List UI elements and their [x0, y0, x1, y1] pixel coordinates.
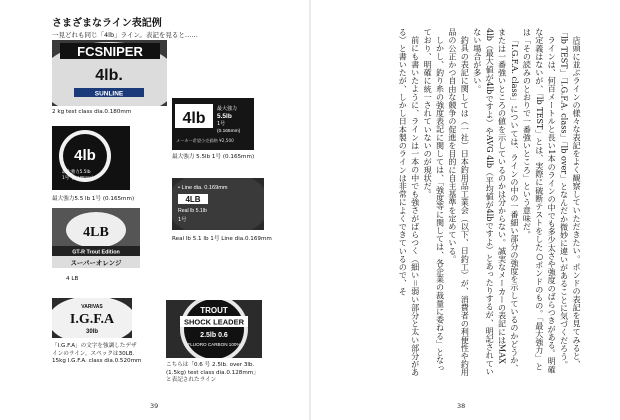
line-dia-text: • Line dia. 0.169mm [178, 185, 228, 191]
gt-r-edition-text: GT-R Trout Edition [72, 249, 120, 256]
paragraph: ラインは、何百メートルと長い1本のラインの中でも多少太さや強度のばらつきがある。明確な定義はないが、「lb TEST」とは、実際に破断テストをした○ポンドのもの。「最大強力」とは「その読みのとおりで一番強いところ」という意味だ。 [522, 28, 558, 374]
fc-sniper-brand-text: FCSNIPER [77, 44, 143, 59]
line-dia-gou-text: 1号 [178, 217, 187, 223]
strength-mm-text: (0.165mm) [217, 129, 241, 134]
fc-sniper-4lb-text: 4lb. [95, 67, 123, 84]
round-4lb-text: 4lb [74, 147, 96, 164]
fc-sniper-sunline-text: SUNLINE [94, 90, 124, 98]
strength-gou-text: 1号 [217, 121, 226, 127]
line-dia-4lb-text: 4LB [185, 195, 201, 204]
caption-strength: 最大強力 5.5lb 1号 (0.165mm) [172, 154, 255, 160]
caption-line-dia: Real lb 5.1 lb 1号 Line dia.0.169mm [172, 236, 272, 242]
paragraph: 店頭に並ぶラインの様々な表記をよく観察していただきたい。ポンドの表記を見てみると、「lb TEST」「I.G.F.A. class」「lb over」となんだか微妙に違いがあることに気づくだろう。 [559, 28, 582, 369]
paragraph: 「I.G.F.A. class」については、ラインの中の一番細い部分の強度を示しているのかどうか、または一番強いところの値を示しているのかは分からない。誠実なメーカーの表記にはMAX 4lb（最大値が4lbですよ）やAVG 4lb（平均値が4lbですよ）とあったりするが、明記されていない場合が多い。 [472, 28, 520, 376]
vertical-body-text [335, 28, 583, 378]
round-strength-text: 最大強力5.5lb [62, 170, 91, 175]
caption-round: 最大強力5.5 lb 1号 (0.165mm) [52, 196, 135, 202]
caption-shock: こちらは「0.6 号 2.5lb. over 3lb. (1.5kg) test class dia.0.128mm」 と表記されたライン [166, 362, 259, 384]
strength-4lb-text: 4lb [182, 110, 206, 127]
shock-fluoro-text: FLUORO CARBON 100% [187, 342, 241, 347]
paragraph: しかし、釣り糸の強度表記に関しては、「強度等に関しては、各企業の裁量に委ねる」となっており、明確に統一されていないのが現状だ。 [423, 28, 446, 373]
photo-line-dia-spool [172, 178, 264, 230]
gt-r-4lb-text: 4LB [83, 225, 109, 240]
caption-gt-r: 4 LB [66, 276, 79, 282]
line-dia-real-text: Real lb 5.1lb [178, 208, 207, 214]
right-page [311, 0, 620, 420]
round-gou-text: 1号 [62, 176, 70, 181]
igfa-brand-text: VARIVAS [81, 304, 103, 310]
shock-leader-text: SHOCK LEADER [183, 317, 245, 327]
igfa-30lb-text: 30lb [85, 329, 99, 335]
caption-igfa: 「I.G.F.A」の文字を強調したデザ インのライン。スペックは30LB. 15kg I.G.F.A. class dia.0.520mm [52, 343, 142, 365]
gt-r-orange-text: スーパーオレンジ [70, 259, 122, 267]
photo-shock-leader-spool [166, 300, 262, 358]
photo-strength-label-spool [172, 98, 254, 150]
strength-label-text: 最大強力 [217, 106, 238, 112]
section-subtitle: 一見どれも同じ「4lb」ライン。表記を見ると…… [52, 31, 198, 39]
photo-gt-r-spool [52, 208, 140, 268]
paragraph: 釣具の表記に関しては（一社）日本釣用品工業会（以下、日釣工）が、消費者の利便性や釣用品の公正かつ自由な競争の促進を目的に自主基準を定めている。 [447, 28, 471, 377]
photo-igfa-spool [52, 298, 132, 338]
photo-round-4lb-spool [52, 126, 130, 190]
paragraph: 前にも書いたように、ラインは一本の中でも強さがばらつく（細い＝弱い部分と太い部分がある）と書いたが、しかし日本製のラインは非常によくできているので、そ [398, 28, 421, 377]
shock-trout-text: TROUT [200, 306, 228, 315]
caption-fc-sniper: 2 kg test class dia.0.180mm [52, 109, 132, 115]
igfa-logo-text: I.G.F.A [69, 312, 115, 327]
round-mm-text: (0.165mm) [72, 175, 94, 180]
photo-fc-sniper-spool [52, 40, 167, 106]
strength-value-text: 5.5lb [217, 113, 232, 120]
folio-left: 39 [150, 402, 159, 410]
strength-price-text: メーカー希望小売価格 ¥2,500 [176, 138, 234, 143]
folio-right: 38 [457, 402, 466, 410]
section-title: さまざまなライン表記例 [52, 18, 162, 29]
shock-lb-text: 2.5lb 0.6 [200, 332, 228, 339]
